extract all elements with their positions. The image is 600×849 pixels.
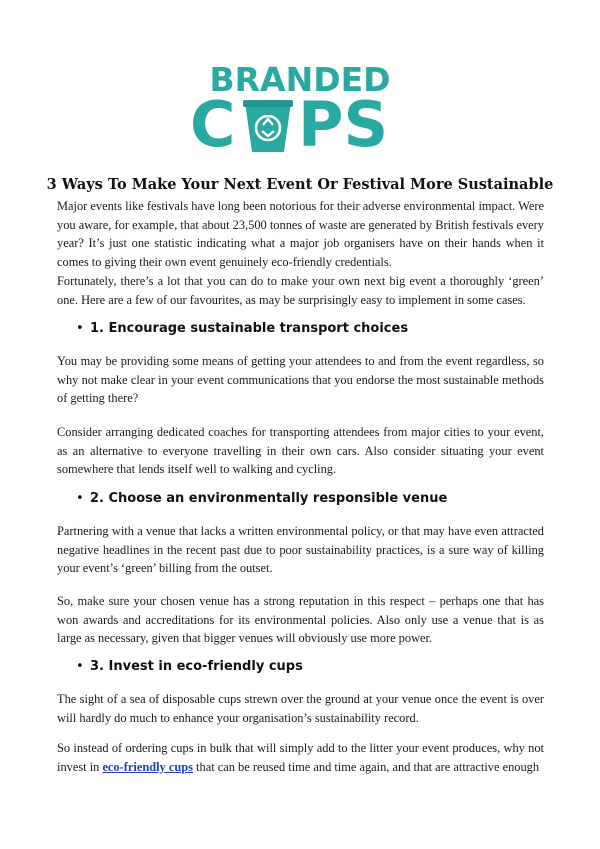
section-1-paragraph-2: Consider arranging dedicated coaches for transporting attendees from major cities to your event, as an alternative to everyone travelling in their own cars. Also consider situating your event somewhere that lends itself well to walking and cycling.: [57, 425, 544, 477]
article-title: 3 Ways To Make Your Next Event Or Festival More Sustainable: [46, 176, 554, 193]
section-heading-1-text: 1. Encourage sustainable transport choices: [90, 321, 409, 336]
intro-paragraph-2: Fortunately, there’s a lot that you can do to make your own next big event a thoroughly ‘green’ one. Here are a few of our favourites, as may be surprisingly easy to implement in some cases.: [57, 274, 544, 307]
recycle-cup-icon: [242, 98, 294, 154]
section-3-paragraph-2-start: So instead of ordering cups in bulk that will simply add to the litter your event produces, why not invest in: [57, 741, 544, 774]
section-3-paragraph-2-end: that can be reused time and time again, and that are attractive enough: [192, 759, 540, 774]
logo-letters-ps: PS: [298, 88, 389, 161]
logo-letter-c: C: [190, 88, 236, 161]
section-2-paragraph-2: So, make sure your chosen venue has a strong reputation in this respect – perhaps one that has won awards and accreditations for its environmental policies. Also only use a venue that is as large as necessary, given that bigger venues will obviously use more power.: [57, 594, 544, 646]
intro-paragraph-1: Major events like festivals have long been notorious for their adverse environmental impact. Were you aware, for example, that about 23,500 tonnes of waste are generated by British festivals every year? It’s just one statistic indicating what a major job organisers have on their hands when it comes to giving their own event genuinely eco-friendly credentials.: [57, 199, 544, 269]
section-3-paragraph-2: [57, 739, 544, 776]
branded-cups-logo: [180, 60, 420, 161]
bullet-icon: •: [76, 491, 84, 506]
section-heading-3-text: 3. Invest in eco-friendly cups: [90, 659, 303, 674]
section-heading-1: [76, 320, 546, 338]
eco-friendly-cups-link[interactable]: eco-friendly cups: [102, 759, 193, 774]
section-heading-2-text: 2. Choose an environmentally responsible venue: [90, 491, 448, 506]
section-2-paragraph-1: Partnering with a venue that lacks a written environmental policy, or that may have even attracted negative headlines in the recent past due to poor sustainability practices, is a sure way of killing your event’s ‘green’ billing from the outset.: [57, 524, 544, 576]
section-1-paragraph-1: You may be providing some means of getting your attendees to and from the event regardless, so why not make clear in your event communications that you endorse the most sustainable methods of getting there?: [57, 354, 544, 406]
logo-line-cups: [180, 88, 420, 161]
logo-text-branded: BRANDED: [209, 60, 391, 99]
section-heading-2: [76, 490, 546, 508]
section-heading-3: [76, 658, 546, 676]
section-3-paragraph-1: The sight of a sea of disposable cups strewn over the ground at your venue once the event is over will hardly do much to enhance your organisation’s sustainability record.: [57, 692, 544, 725]
bullet-icon: •: [76, 321, 84, 336]
bullet-icon: •: [76, 659, 84, 674]
